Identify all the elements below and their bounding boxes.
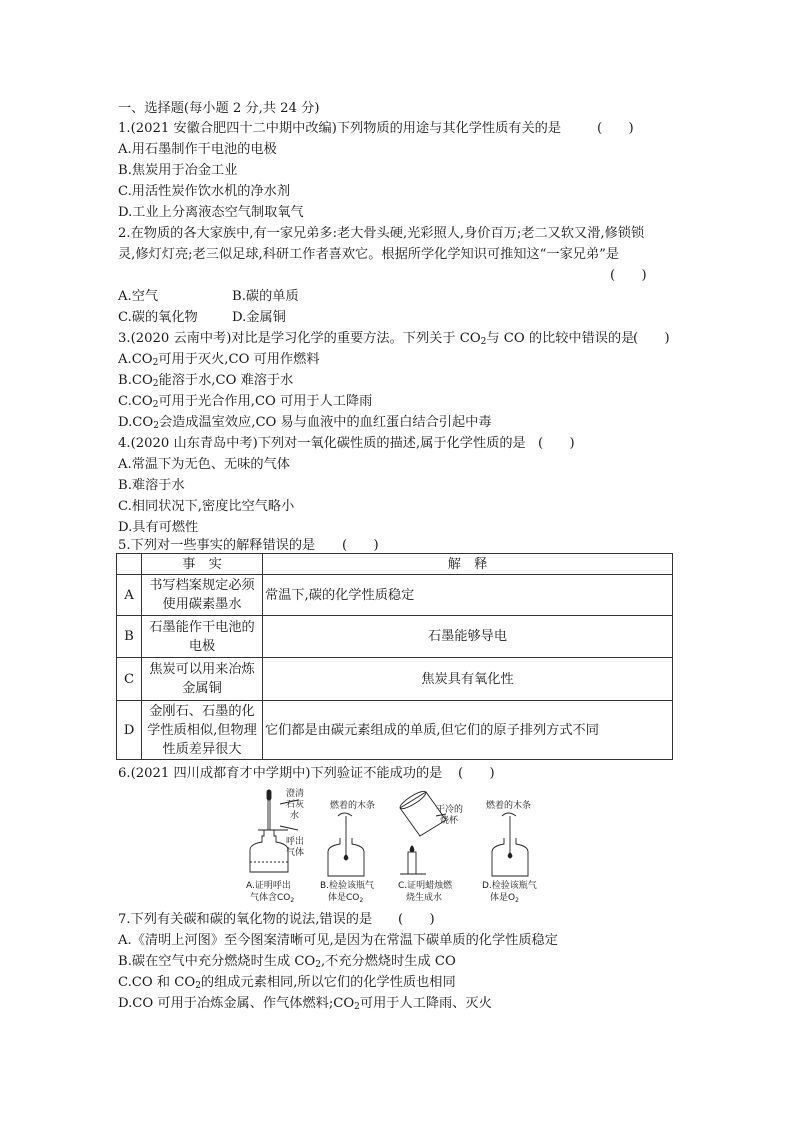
caption-a-line1: A.证明呼出: [246, 881, 291, 891]
q4-option-c: C.相同状况下,密度比空气略小: [118, 499, 295, 514]
q4-option-b: B.难溶于水: [118, 478, 185, 493]
q1-option-d: D.工业上分离液态空气制取氧气: [118, 205, 304, 220]
q5-header-explanation: 解 释: [263, 554, 673, 575]
q1-option-a: A.用石墨制作干电池的电极: [118, 142, 277, 157]
caption-d-line2: 体是$O_2$: [490, 893, 519, 904]
dropper-tube: [268, 800, 270, 830]
q5-row-explanation: 石墨能够导电: [263, 616, 673, 658]
label-limewater-1: 澄清: [286, 789, 305, 799]
q5-header-fact: 事 实: [142, 554, 263, 575]
label-beaker-1: 干冷的: [436, 805, 464, 815]
caption-c-line2: 烧生成水: [406, 893, 443, 903]
q6-answer-bracket: ( ): [458, 766, 495, 781]
caption-b-line1: B.检验该瓶气: [320, 881, 375, 891]
label-stick-b: 燃着的木条: [330, 801, 376, 811]
q5-row-fact: 石墨能作干电池的 电极: [142, 616, 263, 658]
q5-row-fact: 书写档案规定必须 使用碳素墨水: [142, 575, 263, 616]
flame-c: [410, 846, 414, 852]
bottle-a: [250, 830, 288, 872]
q5-row-label: D: [117, 701, 142, 760]
q5-stem: 5.下列对一些事实的解释错误的是: [118, 538, 316, 553]
q5-row-fact: 焦炭可以用来冶炼 金属铜: [142, 658, 263, 701]
q2-stem-line1: 2.在物质的各大家族中,有一家兄弟多:老大骨头硬,光彩照人,身价百万;老二又软又滑,修锁锁: [118, 226, 645, 241]
q5-row-fact: 金刚石、石墨的化 学性质相似,但物理 性质差异很大: [142, 701, 263, 760]
q1-option-b: B.焦炭用于冶金工业: [118, 163, 238, 178]
label-limewater-2: 石灰: [286, 800, 305, 810]
flame-d: [508, 853, 512, 858]
q3-stem: 3.(2020 云南中考)对比是学习化学的重要方法。下列关于 $CO_2$与 CO 的比较中错误的是: [118, 331, 635, 347]
q1-answer-bracket: ( ): [597, 121, 634, 136]
label-breath-2: 气体: [286, 848, 305, 858]
q3-option-b: $B.CO_2$能溶于水,CO 难溶于水: [118, 373, 294, 389]
section-title: 一、选择题(每小题 2 分,共 24 分): [118, 101, 320, 116]
caption-a-line2: 气体含$CO_2$: [250, 893, 295, 904]
q1-stem: 1.(2021 安徽合肥四十二中期中改编)下列物质的用途与其化学性质有关的是: [118, 121, 562, 136]
label-limewater-3: 水: [290, 811, 300, 821]
q3-option-a: $A.CO_2$可用于灭火,CO 可用作燃料: [118, 352, 320, 368]
q6-stem: 6.(2021 四川成都育才中学期中)下列验证不能成功的是: [118, 766, 443, 781]
q5-row-a: [117, 575, 673, 616]
q2-option-a: A.空气: [118, 289, 159, 304]
label-breath-1: 呼出: [286, 837, 305, 847]
q3-answer-bracket: ( ): [633, 331, 670, 346]
q5-answer-bracket: ( ): [342, 538, 379, 553]
q7-stem: 7.下列有关碳和碳的氧化物的说法,错误的是: [118, 912, 373, 927]
q4-option-d: D.具有可燃性: [118, 520, 199, 535]
q5-row-explanation: 焦炭具有氧化性: [263, 658, 673, 701]
stick-b: [338, 813, 352, 858]
q2-stem-line2: 灵,修灯灯亮;老三似足球,科研工作者喜欢它。根据所学化学知识可推知这“一家兄弟”是: [118, 247, 620, 262]
label-beaker-2: 烧杯: [440, 816, 459, 826]
q5-row-c: [117, 658, 673, 701]
q4-answer-bracket: ( ): [538, 436, 575, 451]
q5-table-header: [117, 554, 673, 575]
q7-option-d: D.CO 可用于冶炼金属、作气体燃料$;CO_2$可用于人工降雨、灭火: [118, 996, 492, 1012]
q7-option-b: B.碳在空气中充分燃烧时生成 $CO_2$,不充分燃烧时生成 CO: [118, 954, 456, 970]
q2-option-d: D.金属铜: [232, 310, 286, 325]
q7-option-a: A.《清明上河图》至今图案清晰可见,是因为在常温下碳单质的化学性质稳定: [118, 933, 558, 948]
q5-header-blank: [117, 554, 142, 575]
q4-stem: 4.(2020 山东青岛中考)下列对一氧化碳性质的描述,属于化学性质的是: [118, 436, 526, 451]
caption-c-line1: C.证明蜡烛燃: [398, 881, 453, 891]
apparatus-b: [328, 813, 364, 876]
q2-answer-bracket: ( ): [610, 268, 647, 283]
apparatus-d: [492, 813, 528, 876]
q3-option-c: $C.CO_2$可用于光合作用,CO 可用于人工降雨: [118, 394, 373, 410]
q5-row-label: B: [117, 616, 142, 658]
q7-option-c: C.CO 和 $CO_2$的组成元素相同,所以它们的化学性质也相同: [118, 975, 456, 991]
caption-d-line1: D.检验该瓶气: [482, 881, 537, 891]
dropper-bulb: [267, 790, 271, 800]
q5-row-explanation: 它们都是由碳元素组成的单质,但它们的原子排列方式不同: [263, 701, 673, 760]
candle-c: [408, 852, 416, 874]
q5-row-label: C: [117, 658, 142, 701]
q3-option-d: $D.CO_2$会造成温室效应,CO 易与血液中的血红蛋白结合引起中毒: [118, 415, 492, 431]
q1-option-c: C.用活性炭作饮水机的净水剂: [118, 184, 291, 199]
label-stick-d: 燃着的木条: [486, 801, 532, 811]
q6-experiment-figure: [240, 786, 562, 906]
caption-b-line2: 体是$CO_2$: [328, 893, 364, 904]
q4-option-a: A.常温下为无色、无味的气体: [118, 457, 290, 472]
q5-row-explanation: 常温下,碳的化学性质稳定: [263, 575, 673, 616]
q2-option-c: C.碳的氧化物: [118, 310, 198, 325]
q7-answer-bracket: ( ): [398, 912, 435, 927]
flame-b: [344, 855, 348, 860]
q5-row-b: [117, 616, 673, 658]
q2-option-b: B.碳的单质: [232, 289, 299, 304]
stick-d: [502, 813, 516, 856]
apparatus-c: [398, 789, 446, 874]
q5-table: [116, 553, 673, 760]
q5-row-label: A: [117, 575, 142, 616]
q5-row-d: [117, 701, 673, 760]
